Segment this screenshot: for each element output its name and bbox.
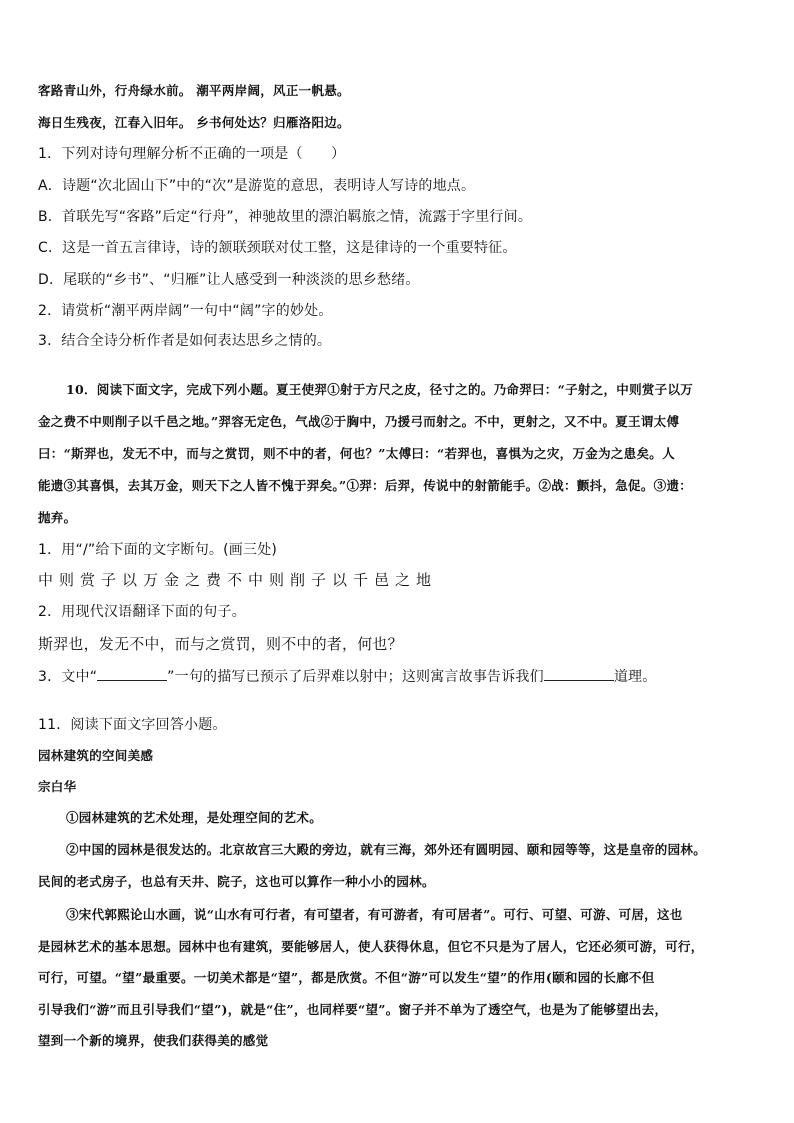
- question-10-2: 2．用现代汉语翻译下面的句子。: [38, 604, 246, 620]
- q10-passage-line-2: 金之费不中则削子以千邑之地。”羿容无定色，气战②于胸中，乃援弓而射之。不中，更射之，又不中。夏王谓太傅: [38, 414, 680, 429]
- question-11-heading: 11．阅读下面文字回答小题。: [38, 717, 227, 733]
- poem-line-2: 海日生残夜，江春入旧年。 乡书何处达？归雁洛阳边。: [38, 115, 350, 130]
- article-paragraph-3-line-2: 是园林艺术的基本思想。园林中也有建筑，要能够居人，使人获得休息，但它不只是为了居人，它还必须可游，可行，: [38, 939, 704, 954]
- q10-3-part-b: ”一句的描写已预示了后羿难以射中；这则寓言故事告诉我们: [167, 669, 544, 685]
- question-9-1: 1．下列对诗句理解分析不正确的一项是（ ）: [38, 146, 346, 162]
- article-paragraph-3-line-3: 可行，可望。“望”最重要。一切美术都是“望”，都是欣赏。不但“游”可以发生“望”的作用(颐和园的长廊不但: [38, 970, 655, 985]
- article-paragraph-1: ①园林建筑的艺术处理，是处理空间的艺术。: [66, 810, 323, 825]
- q10-passage-line-3: 曰：“斯羿也，发无不中，而与之赏罚，则不中的者，何也？”太傅曰：“若羿也，喜惧为之灾，万金为之患矣。人: [38, 446, 675, 461]
- question-10-3: [38, 668, 758, 684]
- article-paragraph-2-line-1: ②中国的园林是很发达的。北京故宫三大殿的旁边，就有三海，郊外还有圆明园、颐和园等等，这是皇帝的园林。: [66, 842, 707, 857]
- article-paragraph-2-line-2: 民间的老式房子，也总有天井、院子，这也可以算作一种小小的园林。: [38, 874, 435, 889]
- q10-3-part-c: 道理。: [613, 669, 657, 685]
- option-c: C．这是一首五言律诗，诗的颔联颈联对仗工整，这是律诗的一个重要特征。: [38, 240, 517, 256]
- question-10-1: 1．用“/”给下面的文字断句。(画三处): [38, 542, 278, 558]
- poem-line-1: 客路青山外，行舟绿水前。 潮平两岸阔，风正一帆悬。: [38, 83, 350, 98]
- q10-sentence-to-punctuate: 中则赏子以万金之费不中则削子以千邑之地: [38, 571, 438, 589]
- article-author: 宗白华: [38, 779, 77, 794]
- q10-passage-line-5: 抛弃。: [38, 510, 77, 525]
- question-9-3: 3．结合全诗分析作者是如何表达思乡之情的。: [38, 333, 332, 349]
- option-b: B．首联先写“客路”后定“行舟”，神驰故里的漂泊羁旅之情，流露于字里行间。: [38, 209, 533, 225]
- article-paragraph-3-line-5: 望到一个新的境界，使我们获得美的感觉: [38, 1033, 269, 1048]
- answer-blank-2: [544, 668, 614, 681]
- q10-passage-line-4: 能遗③其喜惧，去其万金，则天下之人皆不愧于羿矣。”①羿：后羿，传说中的射箭能手。②战：颤抖，急促。③遗：: [38, 478, 693, 493]
- article-paragraph-3-line-4: 引导我们“游”而且引导我们“望”)，就是“住”，也同样要“望”。窗子并不单为了透空气，也是为了能够望出去，: [38, 1002, 668, 1017]
- article-title: 园林建筑的空间美感: [38, 748, 154, 763]
- option-d: D．尾联的“乡书”、“归雁”让人感受到一种淡淡的思乡愁绪。: [38, 272, 420, 288]
- q10-passage-line-1: 10．阅读下面文字，完成下列小题。夏王使羿①射于方尺之皮，径寸之的。乃命羿曰：“子射之，中则赏子以万: [66, 382, 694, 397]
- q10-3-part-a: 3．文中“: [38, 669, 98, 685]
- question-9-2: 2．请赏析“潮平两岸阔”一句中“阔”字的妙处。: [38, 303, 333, 319]
- article-paragraph-3-line-1: ③宋代郭熙论山水画，说“山水有可行者，有可望者，有可游者，有可居者”。可行、可望、可游、可居，这也: [66, 907, 683, 922]
- option-a: A．诗题“次北固山下”中的“次”是游览的意思，表明诗人写诗的地点。: [38, 178, 476, 194]
- q10-sentence-to-translate: 斯羿也，发无不中，而与之赏罚，则不中的者，何也？: [38, 635, 403, 653]
- answer-blank-1: [97, 668, 167, 681]
